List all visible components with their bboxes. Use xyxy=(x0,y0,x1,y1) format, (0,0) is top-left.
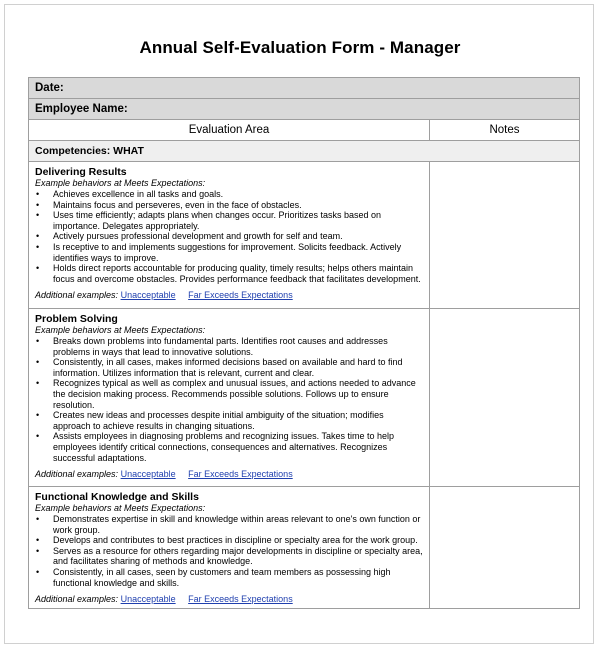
far-exceeds-link[interactable]: Far Exceeds Expectations xyxy=(188,469,293,480)
bullet-item: • Actively pursues professional development and growth for self and team. xyxy=(35,231,423,242)
notes-cell[interactable] xyxy=(430,162,580,309)
bullet-item: • Holds direct reports accountable for producing quality, timely results; helps others maintain focus and overcome obstacles. Provides performance feedback that facilitates development. xyxy=(35,263,423,284)
competencies-header: Competencies: WHAT xyxy=(29,141,580,162)
section-row xyxy=(29,162,580,309)
evaluation-area-header: Evaluation Area xyxy=(29,120,430,141)
section-row xyxy=(29,309,580,487)
section-subtitle: Example behaviors at Meets Expectations: xyxy=(35,178,206,188)
additional-examples-label: Additional examples: xyxy=(35,469,119,480)
notes-header: Notes xyxy=(430,120,580,141)
bullet-item: • Consistently, in all cases, makes informed decisions based on available and hard to find information. Utilizes information that is relevant, current and clear. xyxy=(35,357,423,378)
section-title: Functional Knowledge and Skills xyxy=(35,491,199,503)
additional-examples-label: Additional examples: xyxy=(35,594,119,605)
section-title: Problem Solving xyxy=(35,313,118,325)
bullet-list xyxy=(35,514,423,588)
bullet-item: • Develops and contributes to best practices in discipline or specialty area for the work group. xyxy=(35,535,423,546)
section-subtitle: Example behaviors at Meets Expectations: xyxy=(35,503,206,513)
section-functional-knowledge xyxy=(29,487,430,609)
bullet-item: • Demonstrates expertise in skill and knowledge within areas relevant to one's own function or work group. xyxy=(35,514,423,535)
notes-cell[interactable] xyxy=(430,487,580,609)
bullet-item: • Recognizes typical as well as complex and unusual issues, and actions needed to advance the decision making process. Recommends possible solutions. Follows up to ensure resolution. xyxy=(35,378,423,410)
section-row xyxy=(29,487,580,609)
bullet-item: • Serves as a resource for others regarding major developments in discipline or specialty area, and facilitates sharing of methods and knowledge. xyxy=(35,546,423,567)
bullet-item: • Assists employees in diagnosing problems and recognizing issues. Takes time to help employees identify critical connections, consequences and alternatives. Recognizes successful adaptations. xyxy=(35,431,423,463)
far-exceeds-link[interactable]: Far Exceeds Expectations xyxy=(188,594,293,605)
section-subtitle: Example behaviors at Meets Expectations: xyxy=(35,325,206,335)
additional-examples xyxy=(35,469,423,480)
bullet-list xyxy=(35,189,423,284)
far-exceeds-link[interactable]: Far Exceeds Expectations xyxy=(188,290,293,301)
bullet-item: • Uses time efficiently; adapts plans when changes occur. Prioritizes tasks based on importance. Delegates appropriately. xyxy=(35,210,423,231)
bullet-item: • Consistently, in all cases, seen by customers and team members as possessing high functional knowledge and skills. xyxy=(35,567,423,588)
date-field[interactable]: Date: xyxy=(29,78,580,99)
bullet-item: • Achieves excellence in all tasks and goals. xyxy=(35,189,423,200)
section-delivering-results xyxy=(29,162,430,309)
notes-cell[interactable] xyxy=(430,309,580,487)
page-title: Annual Self-Evaluation Form - Manager xyxy=(139,38,461,57)
additional-examples-label: Additional examples: xyxy=(35,290,119,301)
bullet-item: • Is receptive to and implements suggestions for improvement. Solicits feedback. Actively identifies ways to improve. xyxy=(35,242,423,263)
employee-name-field[interactable]: Employee Name: xyxy=(29,99,580,120)
unacceptable-link[interactable]: Unacceptable xyxy=(120,594,176,605)
additional-examples xyxy=(35,290,423,301)
unacceptable-link[interactable]: Unacceptable xyxy=(120,290,176,301)
section-title: Delivering Results xyxy=(35,166,127,178)
additional-examples xyxy=(35,594,423,605)
bullet-item: • Breaks down problems into fundamental parts. Identifies root causes and addresses problems in ways that lead to innovative solutions. xyxy=(35,336,423,357)
section-problem-solving xyxy=(29,309,430,487)
bullet-list xyxy=(35,336,423,463)
bullet-item: • Creates new ideas and processes despite initial ambiguity of the situation; modifies approach to achieve results in changing situations. xyxy=(35,410,423,431)
bullet-item: • Maintains focus and perseveres, even in the face of obstacles. xyxy=(35,200,423,211)
evaluation-form-table xyxy=(28,77,580,609)
unacceptable-link[interactable]: Unacceptable xyxy=(120,469,176,480)
